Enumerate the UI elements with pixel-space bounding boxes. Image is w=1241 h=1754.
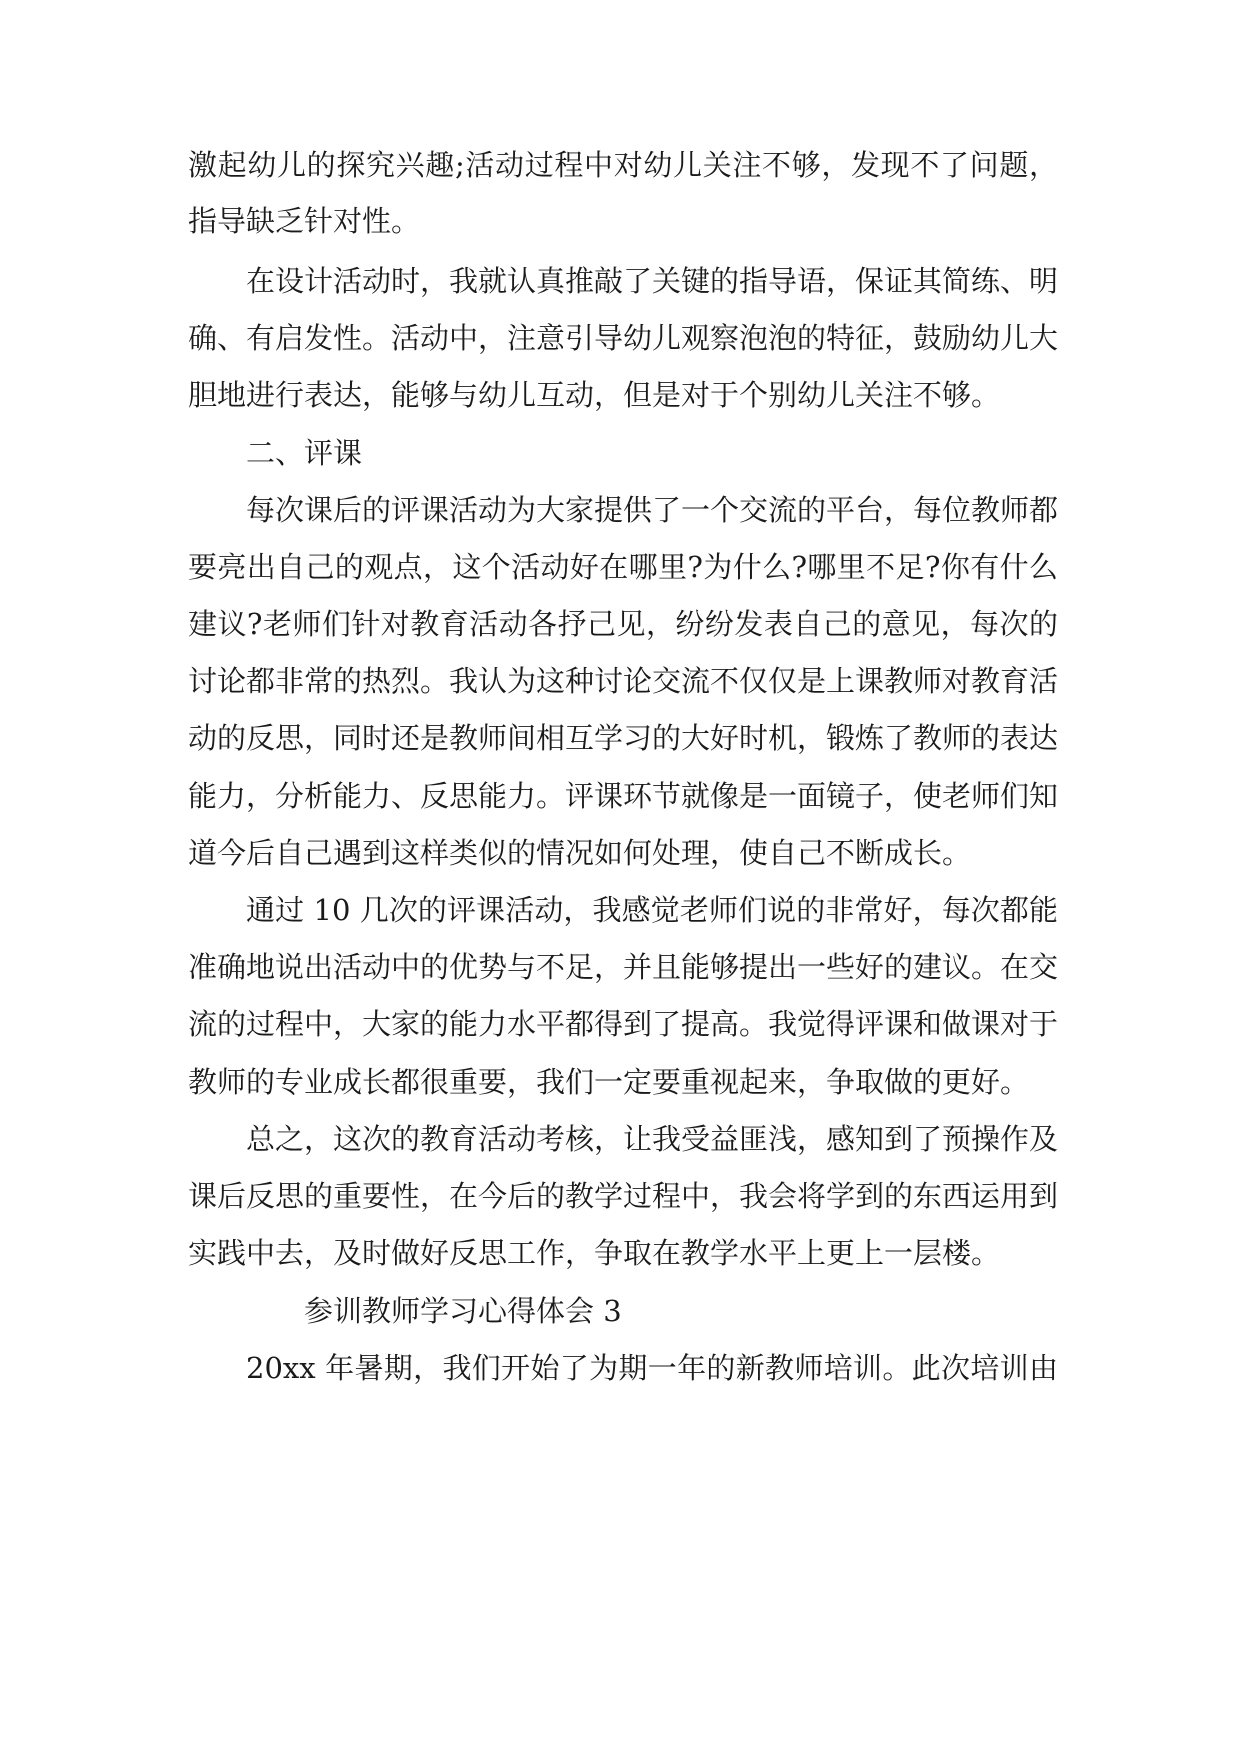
section-heading: 二、评课 bbox=[246, 436, 363, 470]
paragraph-line: 胆地进行表达，能够与幼儿互动，但是对于个别幼儿关注不够。 bbox=[188, 378, 1001, 412]
paragraph-line: 总之，这次的教育活动考核，让我受益匪浅，感知到了预操作及 bbox=[246, 1122, 1059, 1156]
paragraph-line: 激起幼儿的探究兴趣;活动过程中对幼儿关注不够，发现不了问题， bbox=[188, 148, 1058, 182]
paragraph-line: 讨论都非常的热烈。我认为这种讨论交流不仅仅是上课教师对教育活 bbox=[188, 664, 1059, 698]
paragraph-line: 道今后自己遇到这样类似的情况如何处理，使自己不断成长。 bbox=[188, 836, 972, 870]
paragraph-line: 流的过程中，大家的能力水平都得到了提高。我觉得评课和做课对于 bbox=[188, 1007, 1059, 1041]
paragraph-line: 每次课后的评课活动为大家提供了一个交流的平台，每位教师都 bbox=[246, 493, 1059, 527]
article-title: 参训教师学习心得体会 3 bbox=[304, 1294, 622, 1328]
paragraph-line: 指导缺乏针对性。 bbox=[188, 204, 421, 238]
paragraph-line: 确、有启发性。活动中，注意引导幼儿观察泡泡的特征，鼓励幼儿大 bbox=[188, 321, 1059, 355]
paragraph-line: 通过 10 几次的评课活动，我感觉老师们说的非常好，每次都能 bbox=[246, 893, 1058, 927]
paragraph-line: 在设计活动时，我就认真推敲了关键的指导语，保证其简练、明 bbox=[246, 264, 1059, 298]
paragraph-line: 动的反思，同时还是教师间相互学习的大好时机，锻炼了教师的表达 bbox=[188, 721, 1059, 755]
paragraph-line: 教师的专业成长都很重要，我们一定要重视起来，争取做的更好。 bbox=[188, 1065, 1030, 1099]
paragraph-line: 要亮出自己的观点，这个活动好在哪里?为什么?哪里不足?你有什么 bbox=[188, 550, 1058, 584]
paragraph-line: 能力，分析能力、反思能力。评课环节就像是一面镜子，使老师们知 bbox=[188, 779, 1059, 813]
paragraph-line: 实践中去，及时做好反思工作，争取在教学水平上更上一层楼。 bbox=[188, 1236, 1001, 1270]
paragraph-line: 建议?老师们针对教育活动各抒己见，纷纷发表自己的意见，每次的 bbox=[188, 607, 1058, 641]
paragraph-line: 课后反思的重要性，在今后的教学过程中，我会将学到的东西运用到 bbox=[188, 1179, 1059, 1213]
paragraph-line: 20xx 年暑期，我们开始了为期一年的新教师培训。此次培训由 bbox=[246, 1351, 1058, 1385]
paragraph-line: 准确地说出活动中的优势与不足，并且能够提出一些好的建议。在交 bbox=[188, 950, 1059, 984]
